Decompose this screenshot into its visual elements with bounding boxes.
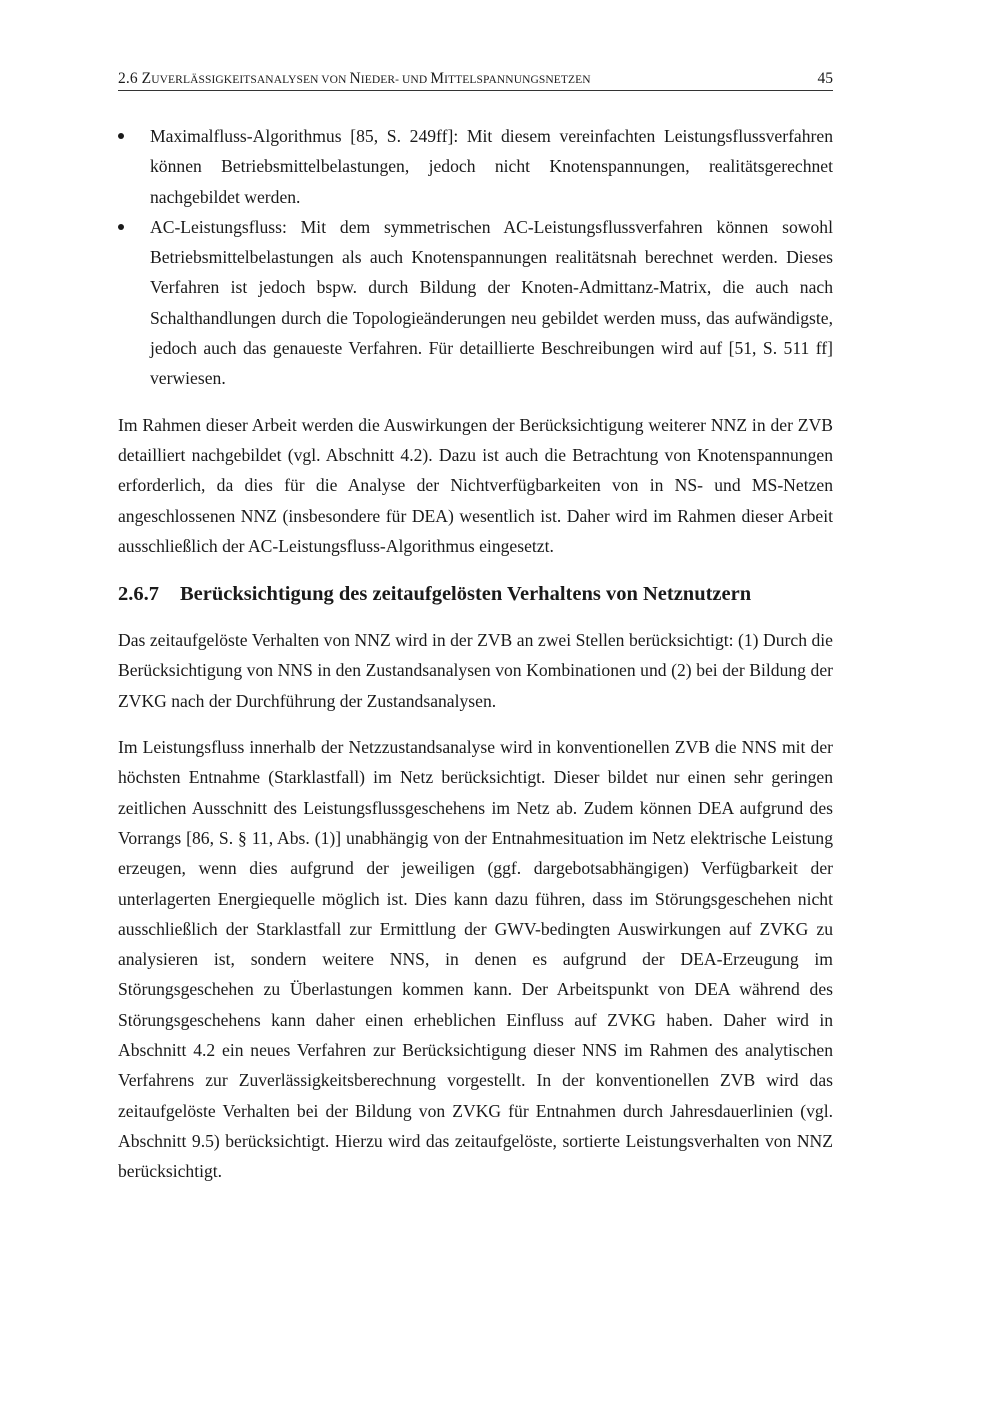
bullet-list: [118, 121, 833, 394]
list-item: AC-Leistungsfluss: Mit dem symmetrischen AC-Leistungsflussverfahren können sowohl Betriebsmittelbelastungen als auch Knotenspannungen realitätsnah berechnet werden. Dieses Verfahren ist jedoch bspw. durch Bildung der Knoten-Admittanz-Matrix, die auch nach Schalthandlungen durch die Topologieänderungen neu gebildet werden muss, das aufwändigste, jedoch auch das genaueste Verfahren. Für detaillierte Beschreibungen wird auf [51, S. 511 ff] verwiesen.: [118, 212, 833, 394]
paragraph: Im Leistungsfluss innerhalb der Netzzustandsanalyse wird in konventionellen ZVB die NNS mit der höchsten Entnahme (Starklastfall) im Netz berücksichtigt. Dieser bildet nur einen sehr geringen zeitlichen Ausschnitt des Leistungsflussgeschehens im Netz ab. Zudem können DEA aufgrund des Vorrangs [86, S. § 11, Abs. (1)] unabhängig von der Entnahmesituation im Netz elektrische Leistung erzeugen, wenn dies aufgrund der jeweiligen (ggf. dargebotsabhängigen) Verfügbarkeit der unterlagerten Energiequelle möglich ist. Dies kann dazu führen, dass im Störungsgeschehen nicht ausschließlich der Starklastfall zur Ermittlung der GWV-bedingten Auswirkungen auf ZVKG zu analysieren ist, sondern weitere NNS, in denen es aufgrund der DEA-Erzeugung im Störungsgeschehen zu Überlastungen kommen kann. Der Arbeitspunkt von DEA während des Störungsgeschehens kann daher einen erheblichen Einfluss auf ZVKG haben. Daher wird in Abschnitt 4.2 ein neues Verfahren zur Berücksichtigung dieser NNS im Rahmen des analytischen Verfahrens zur Zuverlässigkeitsberechnung vorgestellt. In der konventionellen ZVB wird das zeitaufgelöste Verhalten bei der Bildung von ZVKG für Entnahmen durch Jahresdauerlinien (vgl. Abschnitt 9.5) berücksichtigt. Hierzu wird das zeitaufgelöste, sortierte Leistungsverhalten von NNZ berücksichtigt.: [118, 737, 833, 1182]
list-item: Maximalfluss-Algorithmus [85, S. 249ff]: Mit diesem vereinfachten Leistungsflussverfahren können Betriebsmittelbelastungen, jedoch nicht Knotenspannungen, realitätsgerechnet nachgebildet werden.: [118, 121, 833, 212]
paragraph: Im Rahmen dieser Arbeit werden die Auswirkungen der Berücksichtigung weiterer NNZ in der ZVB detailliert nachgebildet (vgl. Abschnitt 4.2). Dazu ist auch die Betrachtung von Knotenspannungen erforderlich, da dies für die Analyse der Nichtverfügbarkeiten von in NS- und MS-Netzen angeschlossenen NNZ (insbesondere für DEA) wesentlich ist. Daher wird im Rahmen dieser Arbeit ausschließlich der AC-Leistungsfluss-Algorithmus eingesetzt.: [118, 414, 833, 556]
bullet-icon: [118, 212, 128, 242]
bullet-icon: [118, 121, 128, 151]
body-text: [118, 121, 833, 1187]
running-header: [118, 66, 833, 91]
section-number: 2.6.7: [118, 583, 159, 606]
header-title: 2.6 ZUVERLÄSSIGKEITSANALYSEN VON NIEDER- UND MITTELSPANNUNGSNETZEN: [118, 70, 591, 87]
section-title: Berücksichtigung des zeitaufgelösten Verhaltens von Netznutzern: [180, 583, 752, 606]
page-number: 45: [817, 70, 833, 87]
header-section-number: 2.6: [118, 70, 138, 87]
paragraph: Das zeitaufgelöste Verhalten von NNZ wird in der ZVB an zwei Stellen berücksichtigt: (1) Durch die Berücksichtigung von NNS in den Zustandsanalysen von Kombinationen und (2) bei der Bildung der ZVKG nach der Durchführung der Zustandsanalysen.: [118, 630, 833, 711]
section-heading: [118, 581, 833, 607]
